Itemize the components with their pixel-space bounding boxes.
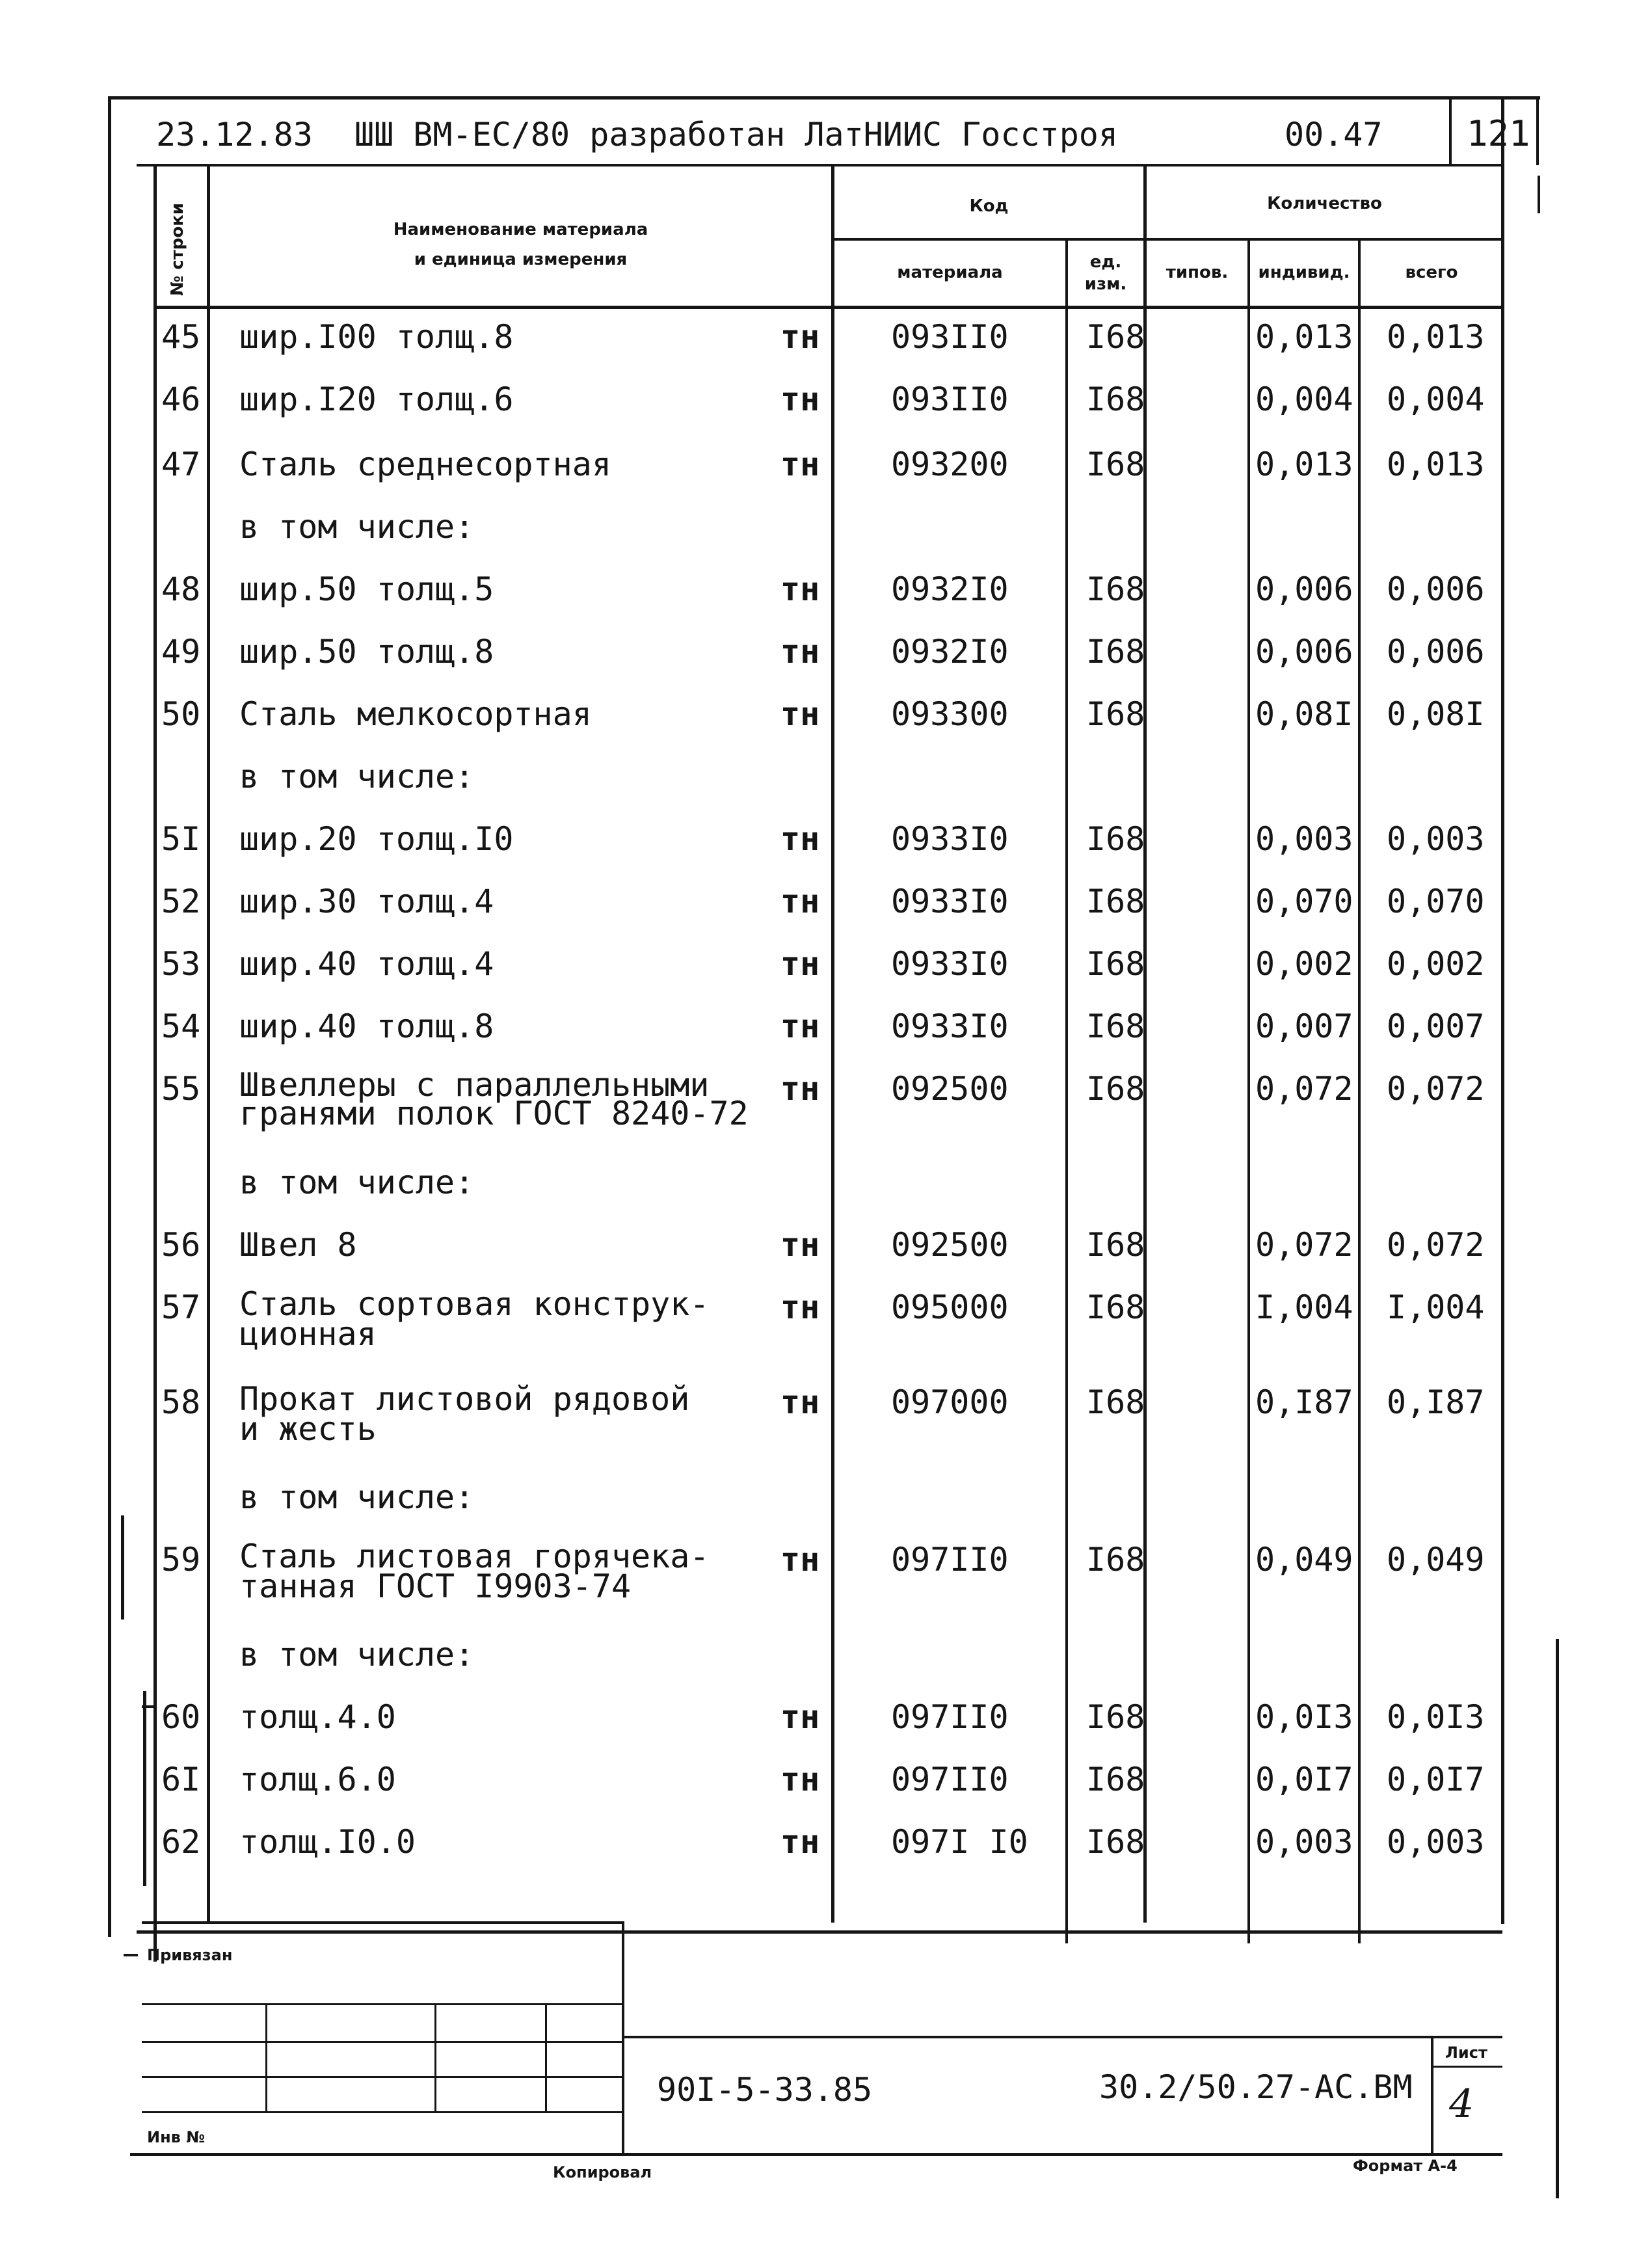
row-name: Сталь сортовая конструк- ционная xyxy=(239,1285,710,1353)
row-unit-code: I68 xyxy=(1086,1761,1145,1798)
row-name: шир.I00 толщ.8 xyxy=(239,318,514,356)
row-unit: тн xyxy=(780,695,820,733)
row-individual-qty: 0,006 xyxy=(1255,570,1353,608)
row-unit-code: I68 xyxy=(1086,633,1145,671)
row-name: Сталь листовая горячека- танная ГОСТ I9903-74 xyxy=(239,1538,710,1605)
row-individual-qty: 0,0I3 xyxy=(1255,1698,1353,1736)
row-material-code: 097II0 xyxy=(891,1761,1009,1798)
table-subheading xyxy=(0,1479,1652,1544)
row-name: шир.40 толщ.4 xyxy=(239,945,494,983)
table-row xyxy=(0,1761,1652,1826)
row-unit-code: I68 xyxy=(1086,1383,1145,1421)
row-number: 59 xyxy=(161,1541,201,1579)
row-name: шир.50 толщ.5 xyxy=(239,570,494,608)
row-total-qty: 0,006 xyxy=(1387,633,1485,671)
copied-by-label: Копировал xyxy=(553,2163,652,2181)
row-unit: тн xyxy=(780,318,820,356)
title-block-bottom-line xyxy=(130,2153,1502,2156)
stamp-line-4 xyxy=(142,2111,623,2113)
row-name: Сталь среднесортная xyxy=(239,446,611,483)
stamp-line-2 xyxy=(142,2041,623,2043)
row-unit-code: I68 xyxy=(1086,570,1145,608)
row-total-qty: 0,072 xyxy=(1387,1226,1485,1264)
table-row xyxy=(0,1538,1652,1606)
row-name: Швеллеры с параллельными гранями полок ГОСТ 8240-72 xyxy=(239,1066,749,1132)
row-unit: тн xyxy=(780,1823,820,1861)
row-unit: тн xyxy=(780,1288,820,1326)
row-total-qty: 0,0I7 xyxy=(1387,1761,1485,1798)
col-head-name-line1: Наименование материала xyxy=(393,220,648,239)
table-row xyxy=(0,1699,1652,1764)
row-material-code: 097II0 xyxy=(891,1698,1009,1736)
row-individual-qty: 0,072 xyxy=(1255,1070,1353,1108)
row-total-qty: 0,004 xyxy=(1387,380,1485,418)
row-number: 60 xyxy=(161,1698,201,1736)
row-total-qty: 0,003 xyxy=(1387,1823,1485,1861)
row-unit: тн xyxy=(780,446,820,483)
table-row xyxy=(0,883,1652,948)
row-name: в том числе: xyxy=(239,758,475,795)
row-material-code: 0933I0 xyxy=(891,820,1009,858)
row-individual-qty: 0,004 xyxy=(1255,380,1353,418)
sheet-cell-left xyxy=(1431,2036,1433,2155)
table-subheading xyxy=(0,758,1652,823)
row-total-qty: 0,006 xyxy=(1387,570,1485,608)
stamp-inventory-label: Инв № xyxy=(147,2128,206,2146)
table-subheading xyxy=(0,1164,1652,1229)
row-total-qty: 0,070 xyxy=(1387,883,1485,920)
row-unit-code: I68 xyxy=(1086,446,1145,483)
row-unit-code: I68 xyxy=(1086,1288,1145,1326)
row-material-code: 097I I0 xyxy=(891,1823,1028,1861)
table-row xyxy=(0,319,1652,384)
row-unit-code: I68 xyxy=(1086,883,1145,920)
row-unit-code: I68 xyxy=(1086,1070,1145,1108)
col-head-code: Код xyxy=(969,196,1009,216)
row-total-qty: 0,013 xyxy=(1387,446,1485,483)
col-head-name-line2: и единица измерения xyxy=(414,250,628,269)
row-unit-code: I68 xyxy=(1086,380,1145,418)
stamp-line-1 xyxy=(142,2003,623,2005)
col-head-rownum: № строки xyxy=(168,202,187,296)
table-row xyxy=(0,1285,1652,1354)
row-unit: тн xyxy=(780,1070,820,1108)
row-individual-qty: 0,0I7 xyxy=(1255,1761,1353,1798)
sheet-number: 4 xyxy=(1449,2081,1474,2127)
row-material-code: 097II0 xyxy=(891,1541,1009,1579)
row-unit-code: I68 xyxy=(1086,1226,1145,1264)
row-number: 49 xyxy=(161,633,201,671)
stamp-right-line xyxy=(622,1921,624,2155)
binding-tick xyxy=(142,1705,156,1708)
row-total-qty: 0,072 xyxy=(1387,1070,1485,1108)
sheet-box-right-tick xyxy=(1538,176,1540,213)
row-number: 57 xyxy=(161,1288,201,1326)
row-total-qty: 0,013 xyxy=(1387,318,1485,356)
row-unit-code: I68 xyxy=(1086,695,1145,733)
row-unit: тн xyxy=(780,820,820,858)
document-code-right: 30.2/50.27-АС.ВМ xyxy=(1099,2068,1413,2106)
header-sheet-number: 121 xyxy=(1467,113,1530,154)
col-head-total: всего xyxy=(1405,263,1458,282)
row-individual-qty: 0,070 xyxy=(1255,883,1353,920)
row-number: 48 xyxy=(161,570,201,608)
row-unit-code: I68 xyxy=(1086,318,1145,356)
row-name: шир.20 толщ.I0 xyxy=(239,820,514,858)
row-material-code: 097000 xyxy=(891,1383,1009,1421)
row-total-qty: 0,I87 xyxy=(1387,1383,1485,1421)
sheet-box-right xyxy=(1536,96,1539,165)
header-title: ШШ ВМ-ЕС/80 разработан ЛатНИИС Госстроя xyxy=(354,116,1118,153)
row-individual-qty: 0,049 xyxy=(1255,1541,1353,1579)
row-unit: тн xyxy=(780,570,820,608)
row-material-code: 0933I0 xyxy=(891,1007,1009,1045)
row-material-code: 0933I0 xyxy=(891,945,1009,983)
row-number: 6I xyxy=(161,1761,201,1798)
stamp-col-2 xyxy=(434,2003,436,2111)
right-margin-mark xyxy=(1556,1639,1559,2198)
row-unit: тн xyxy=(780,1698,820,1736)
row-unit: тн xyxy=(780,1541,820,1579)
row-number: 56 xyxy=(161,1226,201,1264)
row-unit-code: I68 xyxy=(1086,1698,1145,1736)
row-unit: тн xyxy=(780,883,820,920)
stamp-attached-label: Привязан xyxy=(147,1946,233,1964)
row-name: Прокат листовой рядовой и жесть xyxy=(239,1380,690,1448)
row-material-code: 093II0 xyxy=(891,380,1009,418)
row-unit: тн xyxy=(780,380,820,418)
row-material-code: 0933I0 xyxy=(891,883,1009,920)
row-name: в том числе: xyxy=(239,508,475,546)
binding-tick-lower xyxy=(124,1954,138,1956)
table-subheading xyxy=(0,509,1652,574)
row-individual-qty: 0,002 xyxy=(1255,945,1353,983)
row-unit-code: I68 xyxy=(1086,820,1145,858)
table-row xyxy=(0,1380,1652,1449)
col-head-unit-line2: изм. xyxy=(1084,274,1127,294)
row-material-code: 093II0 xyxy=(891,318,1009,356)
row-number: 55 xyxy=(161,1070,201,1108)
row-individual-qty: 0,003 xyxy=(1255,820,1353,858)
row-material-code: 0932I0 xyxy=(891,570,1009,608)
row-unit-code: I68 xyxy=(1086,1823,1145,1861)
row-name: шир.30 толщ.4 xyxy=(239,883,494,920)
row-unit: тн xyxy=(780,1226,820,1264)
table-row xyxy=(0,946,1652,1011)
row-unit: тн xyxy=(780,1383,820,1421)
row-name: Сталь мелкосортная xyxy=(239,695,592,733)
col-head-material: материала xyxy=(897,263,1003,282)
row-individual-qty: 0,013 xyxy=(1255,446,1353,483)
table-row xyxy=(0,446,1652,511)
row-name: в том числе: xyxy=(239,1478,475,1516)
stamp-line-3 xyxy=(142,2076,623,2078)
row-individual-qty: 0,013 xyxy=(1255,318,1353,356)
document-code-left: 90I-5-33.85 xyxy=(657,2071,873,2109)
row-material-code: 095000 xyxy=(891,1288,1009,1326)
row-name: толщ.4.0 xyxy=(239,1698,396,1736)
frame-bottom-line xyxy=(137,1930,1502,1934)
header-date: 23.12.83 xyxy=(156,116,313,153)
header-code: 00.47 xyxy=(1285,116,1383,153)
row-total-qty: 0,08I xyxy=(1387,695,1485,733)
row-material-code: 092500 xyxy=(891,1070,1009,1108)
row-number: 62 xyxy=(161,1823,201,1861)
row-unit: тн xyxy=(780,633,820,671)
table-row xyxy=(0,1227,1652,1292)
table-row xyxy=(0,696,1652,761)
head-bottom-line xyxy=(153,306,1502,309)
stamp-col-1 xyxy=(265,2003,267,2111)
row-name: Швел 8 xyxy=(239,1226,357,1264)
row-number: 47 xyxy=(161,446,201,483)
row-total-qty: 0,049 xyxy=(1387,1541,1485,1579)
table-subheading xyxy=(0,1636,1652,1701)
binding-mark-left xyxy=(121,1515,124,1620)
row-individual-qty: 0,006 xyxy=(1255,633,1353,671)
binding-mark-left-lower xyxy=(143,1691,146,1886)
table-row xyxy=(0,1066,1652,1136)
table-row xyxy=(0,571,1652,636)
head-subrow-line xyxy=(831,238,1502,241)
row-unit-code: I68 xyxy=(1086,1541,1145,1579)
row-individual-qty: I,004 xyxy=(1255,1288,1353,1326)
paper-format-label: Формат А-4 xyxy=(1353,2157,1458,2175)
row-unit: тн xyxy=(780,945,820,983)
frame-top-line xyxy=(109,96,1540,100)
col-head-typical: типов. xyxy=(1166,263,1229,282)
row-individual-qty: 0,I87 xyxy=(1255,1383,1353,1421)
row-number: 45 xyxy=(161,318,201,356)
row-number: 5I xyxy=(161,820,201,858)
row-individual-qty: 0,003 xyxy=(1255,1823,1353,1861)
table-row xyxy=(0,1008,1652,1073)
col-head-unit-line1: ед. xyxy=(1089,252,1122,272)
row-individual-qty: 0,007 xyxy=(1255,1007,1353,1045)
table-row xyxy=(0,381,1652,446)
row-name: шир.I20 толщ.6 xyxy=(239,380,514,418)
col-head-individual: индивид. xyxy=(1258,263,1350,282)
row-number: 52 xyxy=(161,883,201,920)
row-total-qty: I,004 xyxy=(1387,1288,1485,1326)
row-number: 58 xyxy=(161,1383,201,1421)
row-material-code: 092500 xyxy=(891,1226,1009,1264)
row-unit: тн xyxy=(780,1761,820,1798)
stamp-top-line xyxy=(142,1921,623,1924)
row-name: толщ.6.0 xyxy=(239,1761,396,1798)
stamp-col-3 xyxy=(545,2003,547,2111)
row-material-code: 0932I0 xyxy=(891,633,1009,671)
table-row xyxy=(0,1824,1652,1889)
row-name: шир.50 толщ.8 xyxy=(239,633,494,671)
row-total-qty: 0,0I3 xyxy=(1387,1698,1485,1736)
table-row xyxy=(0,633,1652,699)
table-row xyxy=(0,821,1652,886)
row-individual-qty: 0,08I xyxy=(1255,695,1353,733)
row-name: шир.40 толщ.8 xyxy=(239,1007,494,1045)
row-individual-qty: 0,072 xyxy=(1255,1226,1353,1264)
row-unit-code: I68 xyxy=(1086,945,1145,983)
row-number: 46 xyxy=(161,380,201,418)
row-total-qty: 0,003 xyxy=(1387,820,1485,858)
row-number: 54 xyxy=(161,1007,201,1045)
row-unit: тн xyxy=(780,1007,820,1045)
row-number: 53 xyxy=(161,945,201,983)
col-head-quantity: Количество xyxy=(1267,194,1382,213)
row-material-code: 093300 xyxy=(891,695,1009,733)
row-total-qty: 0,002 xyxy=(1387,945,1485,983)
row-total-qty: 0,007 xyxy=(1387,1007,1485,1045)
row-unit-code: I68 xyxy=(1086,1007,1145,1045)
sheet-label: Лист xyxy=(1445,2044,1487,2062)
row-material-code: 093200 xyxy=(891,446,1009,483)
title-block-top-line xyxy=(623,2036,1502,2038)
row-name: в том числе: xyxy=(239,1636,475,1673)
sheet-box-left xyxy=(1449,96,1452,165)
sheet-cell-divider xyxy=(1431,2066,1502,2068)
row-number: 50 xyxy=(161,695,201,733)
row-name: в том числе: xyxy=(239,1164,475,1201)
header-divider xyxy=(137,164,1502,167)
row-name: толщ.I0.0 xyxy=(239,1823,416,1861)
